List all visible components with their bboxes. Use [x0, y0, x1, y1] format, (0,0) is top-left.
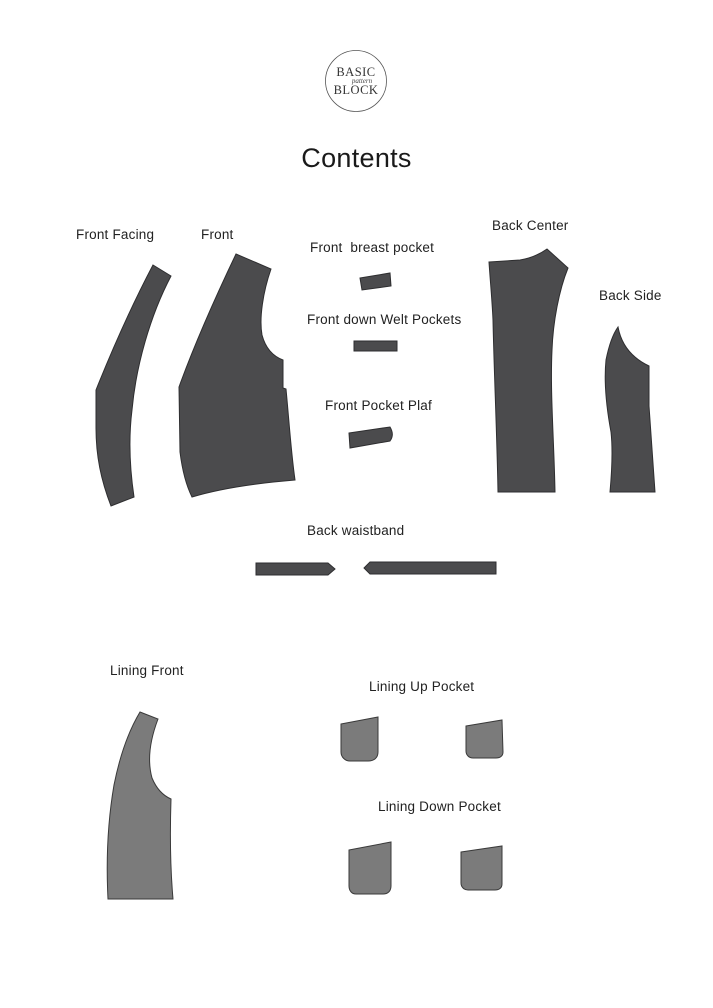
piece-lining-down-pocket-left [349, 842, 391, 894]
piece-front-pocket-plaf [349, 427, 392, 448]
label-front-pocket-plaf: Front Pocket Plaf [325, 398, 432, 413]
piece-lining-up-pocket-left [341, 717, 378, 761]
piece-lining-down-pocket-right [461, 846, 502, 890]
label-front: Front [201, 227, 234, 242]
label-lining-front: Lining Front [110, 663, 184, 678]
label-front-facing: Front Facing [76, 227, 155, 242]
piece-front-down-welt-pocket [354, 341, 397, 351]
logo-script: pattern [351, 77, 373, 85]
piece-lining-up-pocket-right [466, 720, 503, 758]
label-lining-down-pocket: Lining Down Pocket [378, 799, 501, 814]
label-front-breast-pocket: Front breast pocket [310, 240, 435, 255]
piece-lining-front [107, 712, 173, 899]
piece-back-side [605, 327, 655, 492]
piece-front-breast-pocket [360, 273, 391, 290]
label-back-side: Back Side [599, 288, 662, 303]
logo-line1: BASIC [336, 65, 376, 79]
piece-front-facing [96, 265, 171, 506]
logo-line2: BLOCK [333, 83, 379, 97]
piece-back-waistband-left [256, 563, 335, 575]
label-back-waistband: Back waistband [307, 523, 405, 538]
label-front-down-welt-pockets: Front down Welt Pockets [307, 312, 462, 327]
label-lining-up-pocket: Lining Up Pocket [369, 679, 475, 694]
label-back-center: Back Center [492, 218, 569, 233]
piece-back-center [489, 249, 568, 492]
piece-front [179, 254, 295, 497]
piece-back-waistband-right [364, 562, 496, 574]
page-title: Contents [301, 143, 412, 173]
